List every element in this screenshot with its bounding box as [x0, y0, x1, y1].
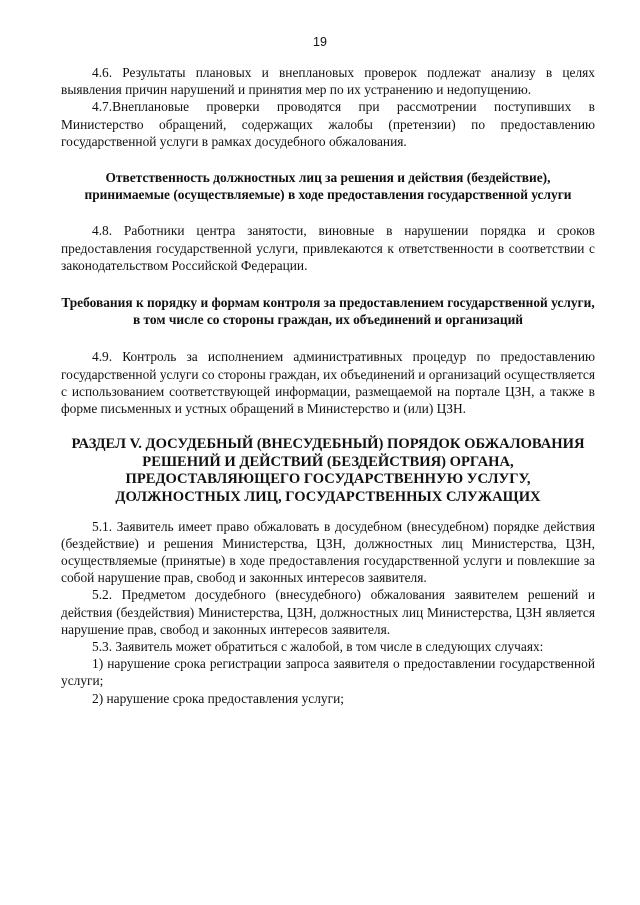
spacer	[61, 274, 595, 294]
heading-official-responsibility: Ответственность должностных лиц за решения и действия (бездействие), принимаемые (осуществляемые) в ходе предоставления государственной услуги	[84, 170, 572, 203]
heading-control-requirements: Требования к порядку и формам контроля за предоставлением государственной услуги, в том числе со стороны граждан, их объединений и организаций	[61, 295, 595, 328]
spacer	[61, 417, 595, 436]
paragraph-4-8: 4.8. Работники центра занятости, виновные в нарушении порядка и сроков предоставления государственной услуги, привлекаются к ответственности в соответствии с законодательством Российской Федерации.	[61, 223, 595, 273]
paragraph-4-7: 4.7.Внеплановые проверки проводятся при рассмотрении поступивших в Министерство обращений, содержащих жалобы (претензии) по предоставлению государственной услуги в рамках досудебного обжалования.	[61, 99, 595, 149]
paragraph-5-1: 5.1. Заявитель имеет право обжаловать в досудебном (внесудебном) порядке действия (бездействие) и решения Министерства, ЦЗН, должностных лиц Министерства, ЦЗН, осуществляемые (принятые) в ходе предоставления государственной услуги и повлекшие за собой нарушение прав, свобод и законных интересов заявителя.	[61, 518, 595, 586]
list-item-1: 1) нарушение срока регистрации запроса заявителя о предоставлении государственной услуги;	[61, 656, 595, 689]
paragraph-5-2: 5.2. Предметом досудебного (внесудебного) обжалования заявителем решений и действия (бездействия) Министерства, ЦЗН, должностных лиц Министерства, ЦЗН является нарушение прав, свобод и законных интересов заявителя.	[61, 587, 595, 637]
paragraph-4-9: 4.9. Контроль за исполнением административных процедур по предоставлению государственной услуги со стороны граждан, их объединений и организаций осуществляется с использованием соответствующей информации, размещаемой на портале ЦЗН, а также в форме письменных и устных обращений в Министерство и (или) ЦЗН.	[61, 349, 595, 417]
paragraph-5-3: 5.3. Заявитель может обратиться с жалобой, в том числе в следующих случаях:	[92, 639, 544, 655]
spacer	[61, 328, 595, 348]
spacer	[61, 507, 595, 518]
paragraph-4-6: 4.6. Результаты плановых и внеплановых проверок подлежат анализу в целях выявления причин нарушений и принятия мер по их устранению и недопущению.	[61, 65, 595, 98]
spacer	[61, 203, 595, 222]
section-v-title: РАЗДЕЛ V. ДОСУДЕБНЫЙ (ВНЕСУДЕБНЫЙ) ПОРЯДОК ОБЖАЛОВАНИЯ РЕШЕНИЙ И ДЕЙСТВИЙ (БЕЗДЕЙСТВИЯ) ОРГАНА, ПРЕДОСТАВЛЯЮЩЕГО ГОСУДАРСТВЕННУЮ УСЛУГУ, ДОЛЖНОСТНЫХ ЛИЦ, ГОСУДАРСТВЕННЫХ СЛУЖАЩИХ	[71, 436, 585, 506]
spacer	[61, 150, 595, 169]
page-content	[61, 64, 595, 707]
page-number: 19	[313, 35, 327, 49]
list-item-2: 2) нарушение срока предоставления услуги;	[92, 690, 345, 706]
